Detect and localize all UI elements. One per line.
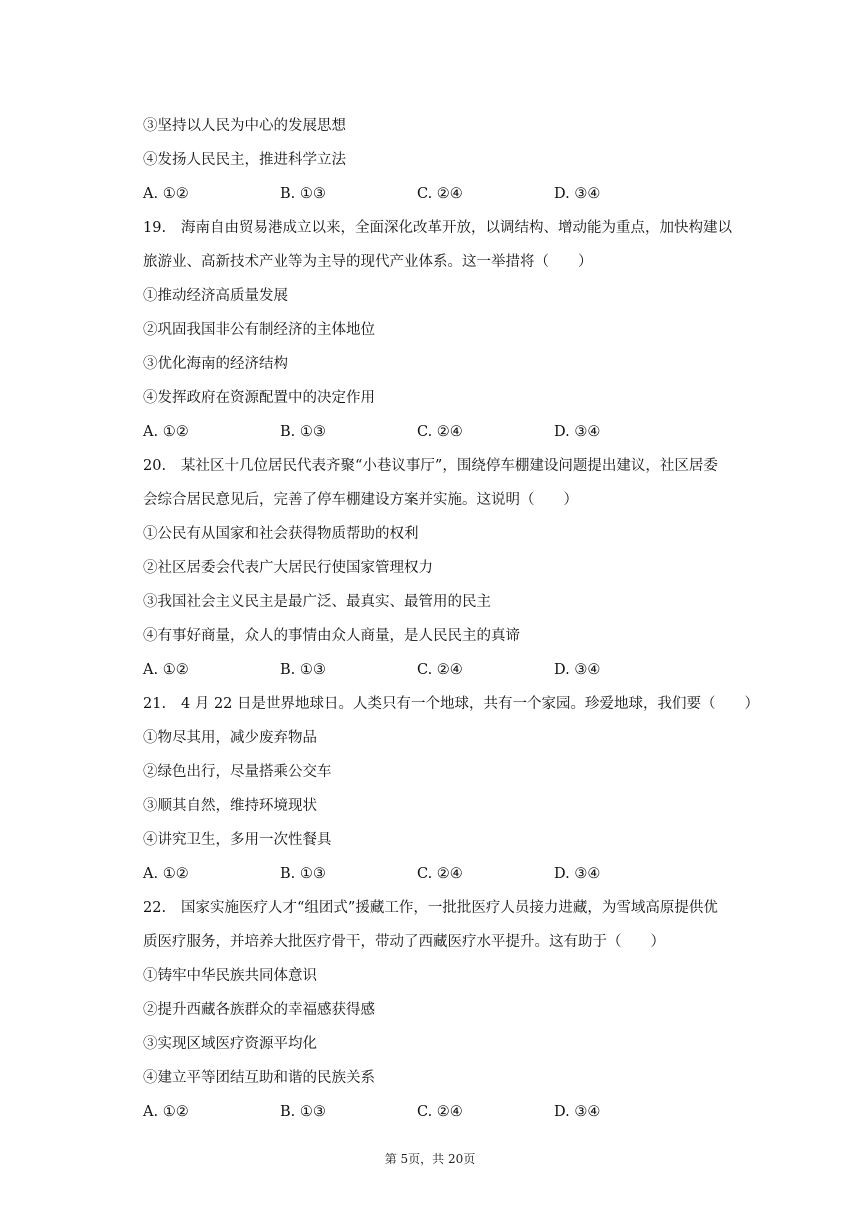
option-b: B. ①③ (280, 662, 326, 678)
option-b: B. ①③ (280, 1104, 326, 1120)
question-number: 22. (143, 900, 167, 916)
option-b: B. ①③ (280, 424, 326, 440)
answer-item: ④有事好商量，众人的事情由众人商量，是人民民主的真谛 (143, 628, 520, 644)
stem-text: 4 月 22 日是世界地球日。人类只有一个地球，共有一个家园。珍爱地球，我们要（ ） (181, 696, 759, 712)
option-c: C. ②④ (417, 866, 463, 882)
answer-item: ②社区居委会代表广大居民行使国家管理权力 (143, 560, 433, 576)
answer-item: ③优化海南的经济结构 (143, 356, 288, 372)
answer-item: ②巩固我国非公有制经济的主体地位 (143, 322, 375, 338)
question-stem (143, 449, 763, 483)
question-22 (143, 891, 763, 1129)
answer-item: ③我国社会主义民主是最广泛、最真实、最管用的民主 (143, 594, 491, 610)
option-d: D. ③④ (554, 662, 601, 678)
option-c: C. ②④ (417, 424, 463, 440)
stem-text: 海南自由贸易港成立以来，全面深化改革开放，以调结构、增动能为重点，加快构建以 (181, 220, 732, 236)
answer-item: ④发挥政府在资源配置中的决定作用 (143, 390, 375, 406)
option-c: C. ②④ (417, 1104, 463, 1120)
question-stem (143, 687, 763, 721)
option-a: A. ①② (143, 1104, 189, 1120)
stem-continuation: 会综合居民意见后，完善了停车棚建设方案并实施。这说明（ ） (143, 492, 578, 508)
option-a: A. ①② (143, 866, 189, 882)
answer-item: ②绿色出行，尽量搭乘公交车 (143, 764, 332, 780)
option-a: A. ①② (143, 662, 189, 678)
options-row (143, 653, 763, 687)
options-row (143, 177, 763, 211)
answer-item: ①铸牢中华民族共同体意识 (143, 968, 317, 984)
option-b: B. ①③ (280, 186, 326, 202)
option-d: D. ③④ (554, 424, 601, 440)
question-19 (143, 211, 763, 449)
page-footer: 第 5页，共 20页 (384, 1152, 476, 1166)
options-row (143, 857, 763, 891)
stem-text: 国家实施医疗人才“组团式”援藏工作，一批批医疗人员接力进藏，为雪域高原提供优 (181, 900, 718, 916)
options-row (143, 415, 763, 449)
question-21 (143, 687, 763, 891)
question-18-continuation (143, 109, 763, 211)
question-number: 21. (143, 696, 167, 712)
answer-item: ①物尽其用，减少废弃物品 (143, 730, 317, 746)
question-20 (143, 449, 763, 687)
options-row (143, 1095, 763, 1129)
answer-item: ④建立平等团结互助和谐的民族关系 (143, 1070, 375, 1086)
option-c: C. ②④ (417, 662, 463, 678)
answer-item: ④讲究卫生，多用一次性餐具 (143, 832, 332, 848)
answer-item: ③顺其自然，维持环境现状 (143, 798, 317, 814)
stem-continuation: 质医疗服务，并培养大批医疗骨干，带动了西藏医疗水平提升。这有助于（ ） (143, 934, 665, 950)
option-d: D. ③④ (554, 1104, 601, 1120)
answer-item: ②提升西藏各族群众的幸福感获得感 (143, 1002, 375, 1018)
option-b: B. ①③ (280, 866, 326, 882)
answer-item: ①推动经济高质量发展 (143, 288, 288, 304)
answer-item: ④发扬人民民主，推进科学立法 (143, 152, 346, 168)
question-stem (143, 891, 763, 925)
page-content (143, 109, 763, 1129)
option-d: D. ③④ (554, 186, 601, 202)
option-c: C. ②④ (417, 186, 463, 202)
answer-item: ③实现区域医疗资源平均化 (143, 1036, 317, 1052)
option-d: D. ③④ (554, 866, 601, 882)
answer-item: ①公民有从国家和社会获得物质帮助的权利 (143, 526, 419, 542)
question-number: 19. (143, 220, 167, 236)
option-a: A. ①② (143, 186, 189, 202)
stem-continuation: 旅游业、高新技术产业等为主导的现代产业体系。这一举措将（ ） (143, 254, 593, 270)
option-a: A. ①② (143, 424, 189, 440)
stem-text: 某社区十几位居民代表齐聚“小巷议事厅”，围绕停车棚建设问题提出建议，社区居委 (181, 458, 718, 474)
question-stem (143, 211, 763, 245)
question-number: 20. (143, 458, 167, 474)
answer-item: ③坚持以人民为中心的发展思想 (143, 118, 346, 134)
